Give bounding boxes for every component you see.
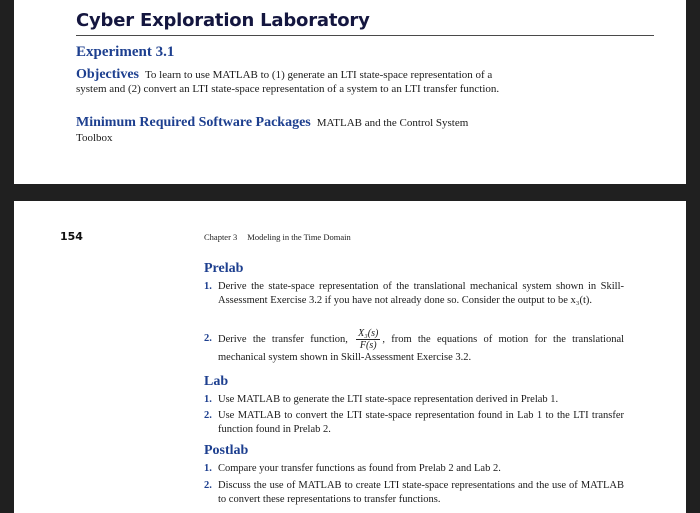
running-head — [204, 232, 351, 242]
lab-item-1-text: Use MATLAB to generate the LTI state-space representation derived in Prelab 1. — [218, 394, 559, 405]
prelab-item-2-number: 2. — [204, 333, 212, 344]
prelab-item-1-number: 1. — [204, 281, 212, 292]
top-page — [14, 0, 686, 184]
prelab-item-1 — [204, 280, 624, 308]
chapter-label: Chapter 3 — [204, 232, 238, 242]
postlab-item-1-text: Compare your transfer functions as found from Prelab 2 and Lab 2. — [218, 463, 501, 474]
postlab-item-1-number: 1. — [204, 463, 212, 474]
prelab-item-2-pre: Derive the transfer function, — [218, 333, 348, 345]
objectives-text: To learn to use MATLAB to (1) generate an LTI state-space representation of a system and (2) convert an LTI state-space representation of a system to an LTI transfer function. — [76, 69, 500, 95]
chapter-title: Modeling in the Time Domain — [247, 232, 351, 242]
postlab-item-2-text: Discuss the use of MATLAB to create LTI state-space representations and the use of MATLAB to convert these representations to transfer functions. — [218, 480, 624, 505]
postlab-item-2-number: 2. — [204, 480, 212, 491]
fraction-numerator: X₃(s) — [358, 328, 379, 339]
prelab-item-2-text — [218, 328, 624, 365]
lab-title: Cyber Exploration Laboratory — [76, 10, 370, 31]
postlab-item-2 — [204, 479, 624, 507]
page-number: 154 — [60, 230, 83, 243]
lab-item-2-text: Use MATLAB to convert the LTI state-space representation found in Lab 1 to the LTI transfer function found in Prelab 2. — [218, 410, 624, 435]
lab-item-2 — [204, 409, 624, 437]
prelab-heading: Prelab — [204, 261, 244, 276]
software-label: Minimum Required Software Packages — [76, 115, 311, 130]
fraction-denominator: F(s) — [359, 340, 377, 351]
prelab-item-2 — [204, 328, 624, 365]
postlab-item-1 — [204, 462, 624, 476]
lab-heading: Lab — [204, 374, 229, 389]
experiment-heading: Experiment 3.1 — [76, 44, 175, 60]
lab-item-1 — [204, 393, 624, 407]
software-paragraph — [76, 115, 506, 146]
title-divider — [76, 35, 654, 36]
software-text: MATLAB and the Control System Toolbox — [76, 117, 469, 144]
objectives-label: Objectives — [76, 67, 139, 82]
bottom-page — [14, 201, 686, 513]
lab-item-2-number: 2. — [204, 410, 212, 421]
postlab-heading: Postlab — [204, 443, 249, 458]
prelab-item-2-post: , from the equations of motion for the translational mechanical system shown in Skill-Assessment Exercise 3.2. — [218, 333, 625, 363]
objectives-paragraph — [76, 68, 506, 96]
prelab-item-1-text: Derive the state-space representation of the translational mechanical system shown in Skill-Assessment Exercise 3.2 if you have not already done so. Consider the output to be x₃(t). — [218, 281, 624, 306]
transfer-function-fraction — [356, 328, 380, 351]
lab-item-1-number: 1. — [204, 394, 212, 405]
